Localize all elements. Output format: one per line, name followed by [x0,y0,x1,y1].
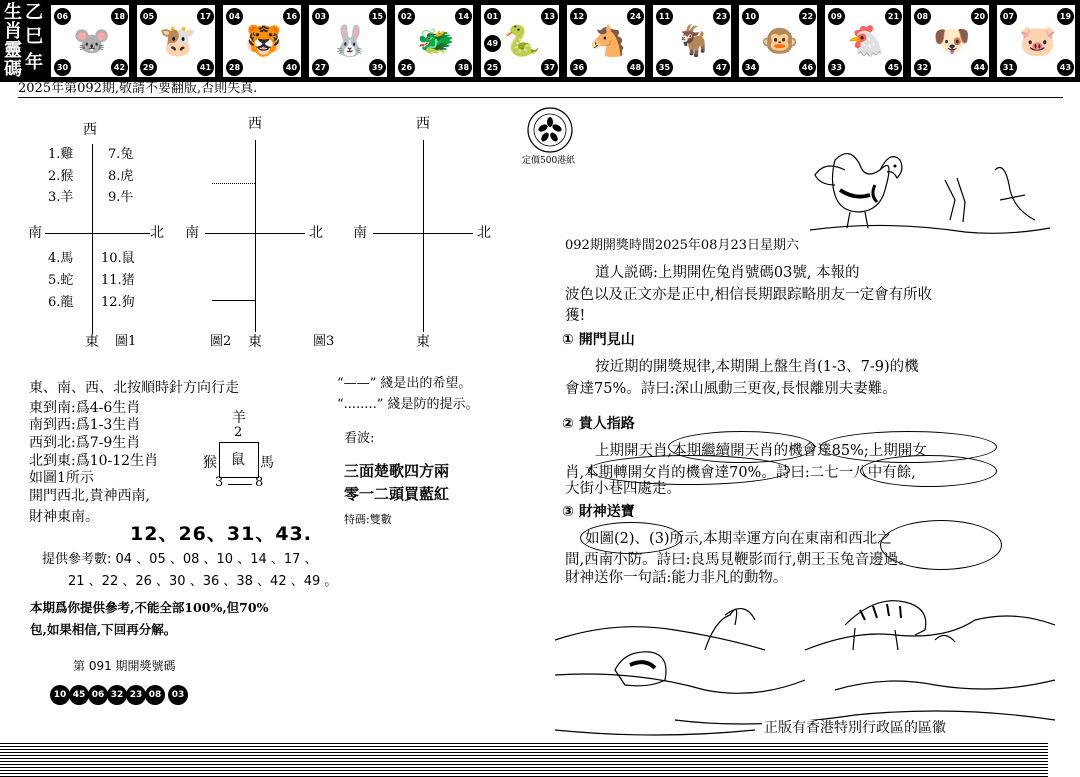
intro-line-3: 獲! [565,308,586,324]
snake-glyph: 🐍 [503,24,541,59]
compass-east: 東 [416,334,430,350]
zodiac-number-badge: 15 [369,8,386,25]
monkey-icon [761,18,797,66]
header-title-block [0,0,48,82]
kanbo-line-2: 零一二頭買藍紅 [344,485,450,503]
section-line: 大街小巷四處走。 [565,481,681,497]
ox-glyph: 🐮 [159,24,197,59]
tiger-glyph: 🐯 [245,24,283,59]
rule-line: 南到西:爲1-3生肖 [29,417,141,433]
zodiac-number-badge: 33 [828,59,845,76]
zodiac-number-badge: 36 [570,59,587,76]
zodiac-list-item: 3.羊 [48,190,74,205]
section-line: 會達75%。詩曰:深山風動三更夜,長恨離別夫妻難。 [565,381,897,397]
horse-glyph: 🐴 [589,24,627,59]
zodiac-number-badge: 16 [283,8,300,25]
hand-circle-mark [580,522,682,554]
rule-line: 如圖1所示 [29,470,94,486]
zodiac-number-badge: 25 [484,59,501,76]
intro-line-1: 道人説碼:上期開佐兔肖號碼03號, 本報的 [595,265,860,281]
zodiac-cell-rooster [824,4,904,78]
legend-dotted-line: “........” 綫是防的提示。 [337,397,479,412]
zodiac-number-badge: 13 [541,8,558,25]
zodiac-number-badge: 27 [312,59,329,76]
draw-ball: 32 [107,685,127,705]
zodiac-number-badge: 47 [713,59,730,76]
zodiac-cell-snake [480,4,560,78]
rule-line: 東到南:爲4-6生肖 [29,400,141,416]
figure-label: 圖1 [115,334,137,349]
title-char: 碼 [4,59,22,80]
zodiac-number-badge: 05 [140,8,157,25]
hand-circle-mark [860,455,997,487]
zodiac-number-badge: 18 [111,8,128,25]
compass-axis-horizontal [205,233,305,234]
figure-label: 圖2 [210,334,232,349]
zodiac-number-badge: 02 [398,8,415,25]
zodiac-number-badge: 41 [197,59,214,76]
zodiac-cell-mouse [50,4,130,78]
mini-top-num: 2 [234,425,243,440]
rule-line: 北到東:爲10-12生肖 [29,453,159,469]
legend-solid-line: “——” 綫是出的希望。 [337,376,472,391]
zodiac-number-badge: 45 [885,59,902,76]
zodiac-list-item: 2.猴 [48,169,74,184]
zodiac-cell-goat [652,4,732,78]
zodiac-number-badge: 03 [312,8,329,25]
header-rule [18,97,1063,98]
draw-ball: 10 [50,685,70,705]
zodiac-number-badge: 12 [570,8,587,25]
zodiac-number-badge: 38 [455,59,472,76]
dog-glyph: 🐶 [933,24,971,59]
zodiac-number-badge: 28 [226,59,243,76]
zodiac-number-badge: 04 [226,8,243,25]
compass-axis-horizontal [373,233,473,234]
compass-south: 南 [28,225,42,241]
ox-icon [159,18,195,66]
rule-line: 東、南、西、北按順時針方向行走 [29,380,239,396]
pig-icon [1019,18,1055,66]
compass-axis-vertical [92,144,93,334]
section-line: 按近期的開獎規律,本期開上盤生肖(1-3、7-9)的機 [595,359,919,375]
zodiac-number-badge: 23 [713,8,730,25]
draw-ball: 06 [88,685,108,705]
zodiac-number-badge: 07 [1000,8,1017,25]
zodiac-cell-dragon [394,4,474,78]
disclaimer-line-2: 包,如果相信,下回再分解。 [30,622,177,637]
disclaimer-line-1: 本期爲你提供參考,不能全部100%,但70% [30,601,269,615]
title-char: 乙 [25,2,43,23]
zodiac-number-badge: 40 [283,59,300,76]
zodiac-list-item: 11.猪 [101,273,135,288]
goat-glyph: 🐐 [675,24,713,59]
zodiac-number-badge: 46 [799,59,816,76]
dragon-glyph: 🐲 [417,24,455,59]
rooster-icon [847,18,883,66]
zodiac-number-badge: 42 [111,59,128,76]
main-numbers: 12、26、31、43. [130,523,312,545]
zodiac-number-badge: 29 [140,59,157,76]
dog-icon [933,18,969,66]
draw-time: 092期開獎時間2025年08月23日星期六 [565,238,799,253]
mini-bottom-left: 3 [215,475,224,490]
mini-bottom-right: 8 [255,475,264,490]
kanbo-label: 看波: [344,431,375,446]
hand-circle-mark [880,520,1002,570]
intro-line-2: 波色以及正文亦是正中,相信長期跟踪略朋友一定會有所收 [565,287,933,303]
footer-line-pattern [0,743,1048,777]
section-line: 如圖(2)、(3)所示,本期幸運方向在東南和西北之 [585,531,892,547]
rule-line: 西到北:爲7-9生肖 [29,435,141,451]
rabbit-glyph: 🐰 [331,24,369,59]
monkey-glyph: 🐵 [761,24,799,59]
rooster-illustration [805,140,1055,240]
mini-center: 鼠 [231,452,245,468]
footer-note: 正版有香港特別行政區的區徽 [764,720,946,736]
compass-axis-vertical [423,140,424,332]
zodiac-number-badge: 39 [369,59,386,76]
tiger-icon [245,18,281,66]
zodiac-list-item: 12.狗 [101,295,135,310]
zodiac-number-badge: 14 [455,8,472,25]
draw-ball: 08 [145,685,165,705]
section-line: 間,西南小防。詩曰:良馬見鞭影而行,朝王玉兔音邊過。 [565,552,913,568]
compass-west: 西 [83,122,97,138]
zodiac-cell-ox [136,4,216,78]
rooster-glyph: 🐔 [847,24,885,59]
zodiac-cell-rabbit [308,4,388,78]
zodiac-list-item: 10.鼠 [101,251,135,266]
zodiac-number-badge: 32 [914,59,931,76]
zodiac-cell-horse [566,4,646,78]
rule-line: 財神東南。 [29,509,99,525]
zodiac-number-badge: 24 [627,8,644,25]
draw-ball: 45 [69,685,89,705]
draw-ball: 23 [126,685,146,705]
zodiac-number-badge: 22 [799,8,816,25]
section-line: 上期開天肖,本期繼續開天肖的機會達85%;上期開女 [595,443,927,459]
rule-line: 開門西北,貴神西南, [29,488,150,504]
zodiac-number-badge: 35 [656,59,673,76]
title-char: 靈 [4,40,22,61]
compass-west: 西 [248,116,262,132]
section-title: ③ 財神送寶 [562,504,635,520]
rabbit-icon [331,18,367,66]
mini-left: 猴 [203,455,217,471]
title-char: 肖 [4,21,22,42]
draw-ball: 03 [168,685,188,705]
horse-icon [589,18,625,66]
zodiac-number-badge: 44 [971,59,988,76]
mouse-glyph: 🐭 [73,24,111,59]
zodiac-number-badge: 48 [627,59,644,76]
zodiac-cell-monkey [738,4,818,78]
zodiac-number-badge: 21 [885,8,902,25]
zodiac-number-badge: 11 [656,8,673,25]
issue-line: 2025年第092期,敬請不要翻版,否則失真. [18,81,258,96]
reference-numbers-line-1: 提供參考數: 04 、05 、08 、10 、14 、17 、 [42,552,318,567]
mini-bottom-line [228,484,252,485]
dragon-icon [417,18,453,66]
title-char: 巳 [25,26,43,47]
compass-west: 西 [416,116,430,132]
zodiac-list-item: 5.蛇 [48,273,74,288]
zodiac-list-item: 4.馬 [48,251,74,266]
zodiac-number-badge: 17 [197,8,214,25]
zodiac-number-badge: 31 [1000,59,1017,76]
reference-numbers-line-2: 21 、22 、26 、30 、36 、38 、42 、49 。 [68,574,338,589]
hk-emblem-icon [526,106,574,154]
goat-icon [675,18,711,66]
title-char: 生 [4,2,22,23]
zodiac-number-badge: 01 [484,8,501,25]
zodiac-number-badge: 26 [398,59,415,76]
title-char: 年 [25,52,43,73]
zodiac-cell-pig [996,4,1076,78]
zodiac-cell-tiger [222,4,302,78]
section-line: 肖,本期轉開女肖的機會達70%。詩曰:二七一八中有餘, [565,465,916,481]
zodiac-number-badge: 34 [742,59,759,76]
price-label: 定價500港紙 [522,156,576,166]
last-draw-balls [50,682,187,705]
compass-south: 南 [185,225,199,241]
kanbo-line-1: 三面楚歌四方兩 [344,462,450,480]
hand-circle-mark [588,455,790,485]
mini-right: 馬 [260,455,274,471]
zodiac-list-item: 6.龍 [48,295,74,310]
zodiac-number-badge: 19 [1057,8,1074,25]
mini-top: 羊 [232,410,246,426]
dotted-direction-line [212,183,255,184]
figure-label: 圖3 [313,334,335,349]
zodiac-number-badge: 10 [742,8,759,25]
zodiac-number-badge: 43 [1057,59,1074,76]
zodiac-cell-dog [910,4,990,78]
mouse-icon [73,18,109,66]
compass-north: 北 [150,225,164,241]
zodiac-number-badge: 30 [54,59,71,76]
special-number-note: 特碼:雙數 [344,513,392,526]
snake-icon [503,18,539,66]
zodiac-list-item: 9.牛 [108,190,134,205]
section-title: ② 貴人指路 [562,416,635,432]
zodiac-number-badge: 20 [971,8,988,25]
compass-axis-vertical [255,140,256,332]
pig-glyph: 🐷 [1019,24,1057,59]
zodiac-list-item: 1.雞 [48,147,74,162]
zodiac-number-badge: 37 [541,59,558,76]
compass-axis-horizontal [45,233,150,234]
solid-direction-line [212,300,255,301]
compass-north: 北 [477,225,491,241]
compass-south: 南 [353,225,367,241]
zodiac-list-item: 7.兔 [108,147,134,162]
section-line: 財神送你一句話:能力非凡的動物。 [565,570,788,586]
zodiac-list-item: 8.虎 [108,169,134,184]
zodiac-number-badge: 08 [914,8,931,25]
compass-east: 東 [85,334,99,350]
zodiac-number-badge: 09 [828,8,845,25]
last-draw-title: 第 091 期開獎號碼 [73,659,176,673]
section-title: ① 開門見山 [562,332,635,348]
zodiac-number-badge: 06 [54,8,71,25]
compass-east: 東 [248,334,262,350]
zodiac-number-badge: 49 [484,35,501,52]
compass-north: 北 [309,225,323,241]
